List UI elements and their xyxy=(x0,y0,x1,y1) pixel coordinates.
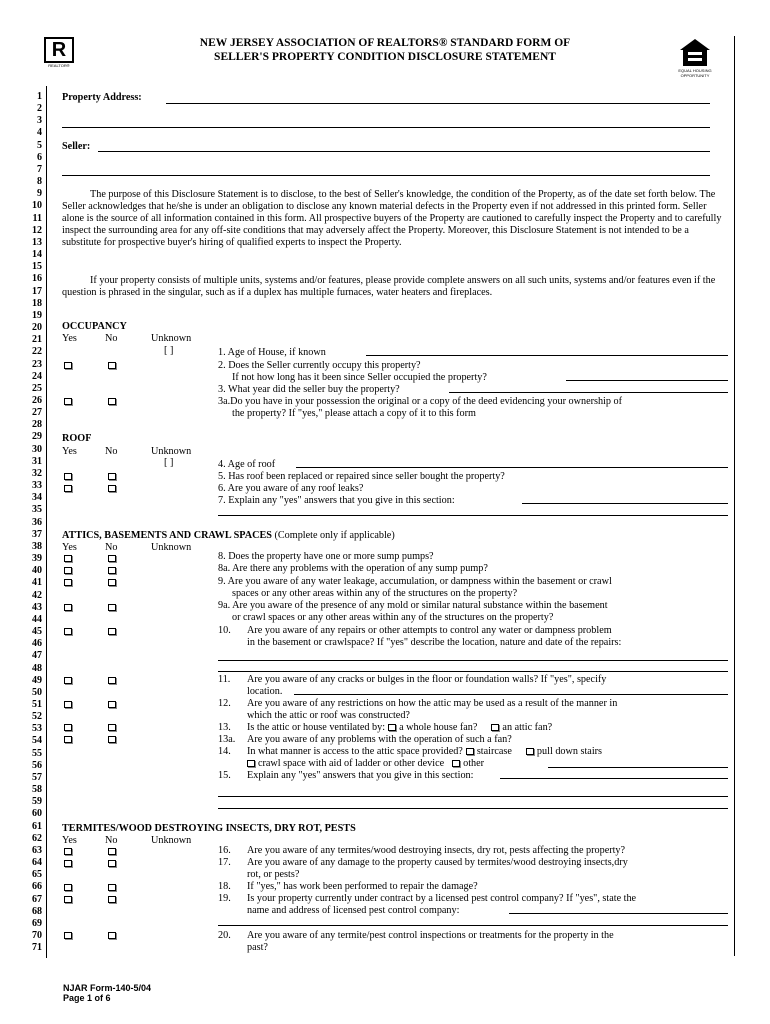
q3-text: 3. What year did the seller buy the property? xyxy=(218,384,400,395)
q19-yes-checkbox[interactable] xyxy=(64,896,72,903)
q14-text: In what manner is access to the attic space provided? xyxy=(247,746,463,757)
q10-number: 10. xyxy=(218,625,231,636)
q9a-text-2: or crawl spaces or any other areas within any of the structures on the property? xyxy=(232,612,554,623)
line-number: 63 xyxy=(32,844,42,856)
q2-text: 2. Does the Seller currently occupy this property? xyxy=(218,360,421,371)
col-yes: Yes xyxy=(62,333,77,344)
line-number: 13 xyxy=(32,236,42,248)
section-heading-termites: TERMITES/WOOD DESTROYING INSECTS, DRY ROT, PESTS xyxy=(62,823,356,834)
line-number: 60 xyxy=(32,808,42,820)
q11-yes-checkbox[interactable] xyxy=(64,677,72,684)
q3a-text-2: the property? If "yes," please attach a copy of it to this form xyxy=(232,408,476,419)
q14-line-2 xyxy=(247,758,484,770)
q2b-text: If not how long has it been since Seller occupied the property? xyxy=(232,372,487,383)
line-number: 29 xyxy=(32,431,42,443)
line-number: 38 xyxy=(32,540,42,552)
q17-no-checkbox[interactable] xyxy=(108,860,116,867)
q3-field[interactable] xyxy=(449,392,728,393)
q13-line xyxy=(247,722,552,734)
q5-text: 5. Has roof been replaced or repaired since seller bought the property? xyxy=(218,471,505,482)
line-number: 67 xyxy=(32,893,42,905)
q2-no-checkbox[interactable] xyxy=(108,362,116,369)
q14-pull-down-stairs-label: pull down stairs xyxy=(536,746,603,757)
line-number: 46 xyxy=(32,638,42,650)
q13a-no-checkbox[interactable] xyxy=(108,736,116,743)
line-number: 32 xyxy=(32,467,42,479)
q8a-no-checkbox[interactable] xyxy=(108,567,116,574)
line-number: 25 xyxy=(32,382,42,394)
line-number: 57 xyxy=(32,771,42,783)
q15-number: 15. xyxy=(218,770,231,781)
line-number: 49 xyxy=(32,674,42,686)
col-unknown: Unknown xyxy=(151,333,192,344)
q16-number: 16. xyxy=(218,845,231,856)
line-number: 7 xyxy=(37,163,42,175)
q12-no-checkbox[interactable] xyxy=(108,701,116,708)
q10-field[interactable] xyxy=(218,660,728,661)
line-number: 44 xyxy=(32,613,42,625)
line-number: 31 xyxy=(32,455,42,467)
line-number: 10 xyxy=(32,200,42,212)
line-number: 58 xyxy=(32,784,42,796)
realtor-logo: R xyxy=(44,37,74,63)
left-margin-rule xyxy=(46,86,47,958)
q6-no-checkbox[interactable] xyxy=(108,485,116,492)
q11-field[interactable] xyxy=(294,694,728,695)
q4-text: 4. Age of roof xyxy=(218,459,276,470)
line-number: 12 xyxy=(32,224,42,236)
line-number: 19 xyxy=(32,309,42,321)
q13-whole-house-fan-checkbox[interactable] xyxy=(388,724,396,731)
q13-no-checkbox[interactable] xyxy=(108,724,116,731)
line-number: 5 xyxy=(37,139,42,151)
q14-pull-down-stairs-checkbox[interactable] xyxy=(526,748,534,755)
line-number: 54 xyxy=(32,735,42,747)
q10-field-2[interactable] xyxy=(218,671,728,672)
seller-field[interactable] xyxy=(98,151,710,152)
col-yes: Yes xyxy=(62,835,77,846)
form-title-line1: NEW JERSEY ASSOCIATION OF REALTORS® STANDARD FORM OF xyxy=(199,37,571,49)
q5-yes-checkbox[interactable] xyxy=(64,473,72,480)
q20-text-1: Are you aware of any termite/pest control inspections or treatments for the property in the xyxy=(247,930,614,941)
line-number: 3 xyxy=(37,115,42,127)
q5-no-checkbox[interactable] xyxy=(108,473,116,480)
q7-field-2[interactable] xyxy=(218,515,728,516)
line-number: 69 xyxy=(32,917,42,929)
line-number: 59 xyxy=(32,796,42,808)
col-unknown: Unknown xyxy=(151,542,192,553)
q19-no-checkbox[interactable] xyxy=(108,896,116,903)
q2b-field[interactable] xyxy=(566,380,728,381)
line-number: 16 xyxy=(32,273,42,285)
section-heading-roof: ROOF xyxy=(62,433,92,444)
q13a-yes-checkbox[interactable] xyxy=(64,736,72,743)
q7-text: 7. Explain any "yes" answers that you give in this section: xyxy=(218,495,455,506)
q19-text-2: name and address of licensed pest control company: xyxy=(247,905,460,916)
intro-paragraph-1: The purpose of this Disclosure Statement is to disclose, to the best of Seller's knowledge, the condition of the Property, as of the date set forth below. The Seller acknowledges that he/she is under an obligation to disclose any known material defects in the Property even if not addressed in this printed form. Seller alone is the source of all information contained in this form. All prospective buyers of the Property are cautioned to carefully inspect the Property and to carefully inspect the surrounding area for any off-site conditions that may adversely affect the Property. Moreover, this Disclosure Statement is not intended to be a substitute for prospective buyer's hiring of qualified experts to inspect the Property. xyxy=(62,189,722,248)
q19-text-1: Is your property currently under contract by a licensed pest control company? If "yes", state the xyxy=(247,893,637,904)
section-heading-occupancy: OCCUPANCY xyxy=(62,321,127,332)
seller-field-2[interactable] xyxy=(62,175,710,176)
line-number: 14 xyxy=(32,249,42,261)
line-number: 1 xyxy=(37,91,42,102)
line-number: 52 xyxy=(32,711,42,723)
q13-whole-house-fan-label: a whole house fan? xyxy=(399,722,478,733)
line-number: 53 xyxy=(32,723,42,735)
q18-text: If "yes," has work been performed to repair the damage? xyxy=(247,881,478,892)
equal-housing-caption: EQUAL HOUSING OPPORTUNITY xyxy=(678,68,712,78)
line-number: 66 xyxy=(32,881,42,893)
unknown-bracket[interactable]: [ ] xyxy=(164,345,174,356)
line-number: 35 xyxy=(32,504,42,516)
q9-text-2: spaces or any other areas within any of the structures on the property? xyxy=(232,588,518,599)
line-number: 34 xyxy=(32,492,42,504)
q8-yes-checkbox[interactable] xyxy=(64,555,72,562)
line-number: 9 xyxy=(37,188,42,200)
q13-number: 13. xyxy=(218,722,231,733)
q19-field[interactable] xyxy=(509,913,728,914)
q9-no-checkbox[interactable] xyxy=(108,579,116,586)
q14-crawl-space-label: crawl space with aid of ladder or other device xyxy=(258,758,445,769)
q15-text: Explain any "yes" answers that you give in this section: xyxy=(247,770,474,781)
property-address-field-2[interactable] xyxy=(62,127,710,128)
q16-text: Are you aware of any termites/wood destroying insects, dry rot, pests affecting the property? xyxy=(247,845,626,856)
q15-field[interactable] xyxy=(500,778,728,779)
line-number: 41 xyxy=(32,577,42,589)
footer-form-id: NJAR Form-140-5/04 xyxy=(63,983,152,993)
q9-text-1: 9. Are you aware of any water leakage, accumulation, or dampness within the basement or crawl xyxy=(218,576,612,587)
q13a-text: Are you aware of any problems with the operation of such a fan? xyxy=(247,734,512,745)
q12-text-2: which the attic or roof was constructed? xyxy=(247,710,410,721)
q3a-no-checkbox[interactable] xyxy=(108,398,116,405)
col-no: No xyxy=(105,333,118,344)
q7-field[interactable] xyxy=(522,503,728,504)
q4-field[interactable] xyxy=(296,467,728,468)
line-number: 23 xyxy=(32,358,42,370)
line-number: 50 xyxy=(32,686,42,698)
q19-field-2[interactable] xyxy=(218,925,728,926)
line-number: 36 xyxy=(32,516,42,528)
line-number: 26 xyxy=(32,395,42,406)
q9a-yes-checkbox[interactable] xyxy=(64,604,72,611)
attics-heading-note: (Complete only if applicable) xyxy=(274,530,395,541)
q1-field[interactable] xyxy=(366,355,728,356)
q16-no-checkbox[interactable] xyxy=(108,848,116,855)
col-yes: Yes xyxy=(62,446,77,457)
col-unknown: Unknown xyxy=(151,446,192,457)
col-no: No xyxy=(105,542,118,553)
line-number: 27 xyxy=(32,407,42,419)
q2-yes-checkbox[interactable] xyxy=(64,362,72,369)
q15-field-2[interactable] xyxy=(218,796,728,797)
q9a-no-checkbox[interactable] xyxy=(108,604,116,611)
q13-attic-fan-label: an attic fan? xyxy=(502,722,553,733)
line-number: 48 xyxy=(32,662,42,674)
q12-number: 12. xyxy=(218,698,231,709)
line-number: 37 xyxy=(32,528,42,540)
q11-number: 11. xyxy=(218,674,231,685)
line-number: 42 xyxy=(32,589,42,601)
q1-text: 1. Age of House, if known xyxy=(218,347,326,358)
line-number: 28 xyxy=(32,419,42,431)
q18-yes-checkbox[interactable] xyxy=(64,884,72,891)
line-number: 8 xyxy=(37,176,42,188)
q18-number: 18. xyxy=(218,881,231,892)
line-number: 21 xyxy=(32,334,42,346)
footer-page-number: Page 1 of 6 xyxy=(63,993,111,1003)
q14-staircase-label: staircase xyxy=(476,746,512,757)
property-address-field[interactable] xyxy=(166,103,710,104)
line-number: 39 xyxy=(32,553,42,565)
q13-attic-fan-checkbox[interactable] xyxy=(491,724,499,731)
line-number: 47 xyxy=(32,650,42,662)
q14-crawl-space-checkbox[interactable] xyxy=(247,760,255,767)
line-number: 4 xyxy=(37,127,42,139)
col-no: No xyxy=(105,446,118,457)
line-number: 70 xyxy=(32,930,42,942)
q9-yes-checkbox[interactable] xyxy=(64,579,72,586)
line-number: 55 xyxy=(32,747,42,759)
line-number: 30 xyxy=(32,443,42,455)
q17-text-2: rot, or pests? xyxy=(247,869,300,880)
q14-line xyxy=(247,746,602,758)
right-margin-rule xyxy=(734,36,735,956)
q14-other-label: other xyxy=(463,758,485,769)
q8a-yes-checkbox[interactable] xyxy=(64,567,72,574)
q3a-yes-checkbox[interactable] xyxy=(64,398,72,405)
line-number: 71 xyxy=(32,942,42,954)
q6-yes-checkbox[interactable] xyxy=(64,485,72,492)
q20-no-checkbox[interactable] xyxy=(108,932,116,939)
line-number: 15 xyxy=(32,261,42,273)
q12-yes-checkbox[interactable] xyxy=(64,701,72,708)
q14-other-checkbox[interactable] xyxy=(452,760,460,767)
line-number: 20 xyxy=(32,322,42,334)
q12-text-1: Are you aware of any restrictions on how the attic may be used as a result of the manner in xyxy=(247,698,618,709)
line-number: 11 xyxy=(32,212,42,224)
col-unknown: Unknown xyxy=(151,835,192,846)
q8-text: 8. Does the property have one or more sump pumps? xyxy=(218,551,434,562)
line-number: 2 xyxy=(37,103,42,115)
seller-label: Seller: xyxy=(62,141,91,152)
line-number: 64 xyxy=(32,857,42,869)
line-number: 56 xyxy=(32,759,42,771)
q11-text-1: Are you aware of any cracks or bulges in the floor or foundation walls? If "yes", specify xyxy=(247,674,607,685)
q13-yes-checkbox[interactable] xyxy=(64,724,72,731)
q13-text: Is the attic or house ventilated by: xyxy=(247,722,386,733)
q10-no-checkbox[interactable] xyxy=(108,628,116,635)
line-number: 33 xyxy=(32,480,42,492)
q16-yes-checkbox[interactable] xyxy=(64,848,72,855)
form-title-line2: SELLER'S PROPERTY CONDITION DISCLOSURE STATEMENT xyxy=(214,51,556,63)
unknown-bracket[interactable]: [ ] xyxy=(164,457,174,468)
col-no: No xyxy=(105,835,118,846)
q11-no-checkbox[interactable] xyxy=(108,677,116,684)
line-number: 62 xyxy=(32,832,42,844)
q18-no-checkbox[interactable] xyxy=(108,884,116,891)
q19-number: 19. xyxy=(218,893,231,904)
q20-text-2: past? xyxy=(247,942,268,953)
q17-text-1: Are you aware of any damage to the property caused by termites/wood destroying insects,dry xyxy=(247,857,628,868)
q11-text-2: location. xyxy=(247,686,283,697)
line-number: 6 xyxy=(37,151,42,163)
line-number: 18 xyxy=(32,297,42,309)
section-heading-attics: ATTICS, BASEMENTS AND CRAWL SPACES (Complete only if applicable) xyxy=(62,530,395,541)
line-number: 22 xyxy=(32,346,42,358)
line-number: 17 xyxy=(32,285,42,297)
q13a-number: 13a. xyxy=(218,734,236,745)
line-number: 45 xyxy=(32,626,42,638)
line-number: 43 xyxy=(32,601,42,613)
q14-other-field[interactable] xyxy=(548,767,728,768)
property-address-label: Property Address: xyxy=(62,92,142,103)
q14-staircase-checkbox[interactable] xyxy=(466,748,474,755)
q14-number: 14. xyxy=(218,746,231,757)
line-number: 40 xyxy=(32,565,42,577)
col-yes: Yes xyxy=(62,542,77,553)
q10-yes-checkbox[interactable] xyxy=(64,628,72,635)
q9a-text-1: 9a. Are you aware of the presence of any mold or similar natural substance within the basement xyxy=(218,600,608,611)
q3a-text-1: 3a.Do you have in your possession the original or a copy of the deed evidencing your ownership of xyxy=(218,396,623,407)
line-number: 65 xyxy=(32,869,42,881)
q17-number: 17. xyxy=(218,857,231,868)
q8a-text: 8a. Are there any problems with the operation of any sump pump? xyxy=(218,563,488,574)
intro-paragraph-2: If your property consists of multiple units, systems and/or features, please provide complete answers on all such units, systems and/or features even if the question is phrased in the singular, such as if a duplex has multiple furnaces, water heaters and fireplaces. xyxy=(62,275,716,298)
q10-text-1: Are you aware of any repairs or other attempts to control any water or dampness problem xyxy=(247,625,612,636)
q8-no-checkbox[interactable] xyxy=(108,555,116,562)
q6-text: 6. Are you aware of any roof leaks? xyxy=(218,483,364,494)
q20-number: 20. xyxy=(218,930,231,941)
line-number: 68 xyxy=(32,905,42,917)
line-number: 61 xyxy=(32,820,42,832)
q20-yes-checkbox[interactable] xyxy=(64,932,72,939)
q17-yes-checkbox[interactable] xyxy=(64,860,72,867)
q10-text-2: in the basement or crawlspace? If "yes" describe the location, nature and date of the repairs: xyxy=(247,637,622,648)
realtor-logo-caption: REALTOR® xyxy=(48,63,70,68)
line-number: 51 xyxy=(32,699,42,710)
q15-field-3[interactable] xyxy=(218,808,728,809)
line-number: 24 xyxy=(32,370,42,382)
